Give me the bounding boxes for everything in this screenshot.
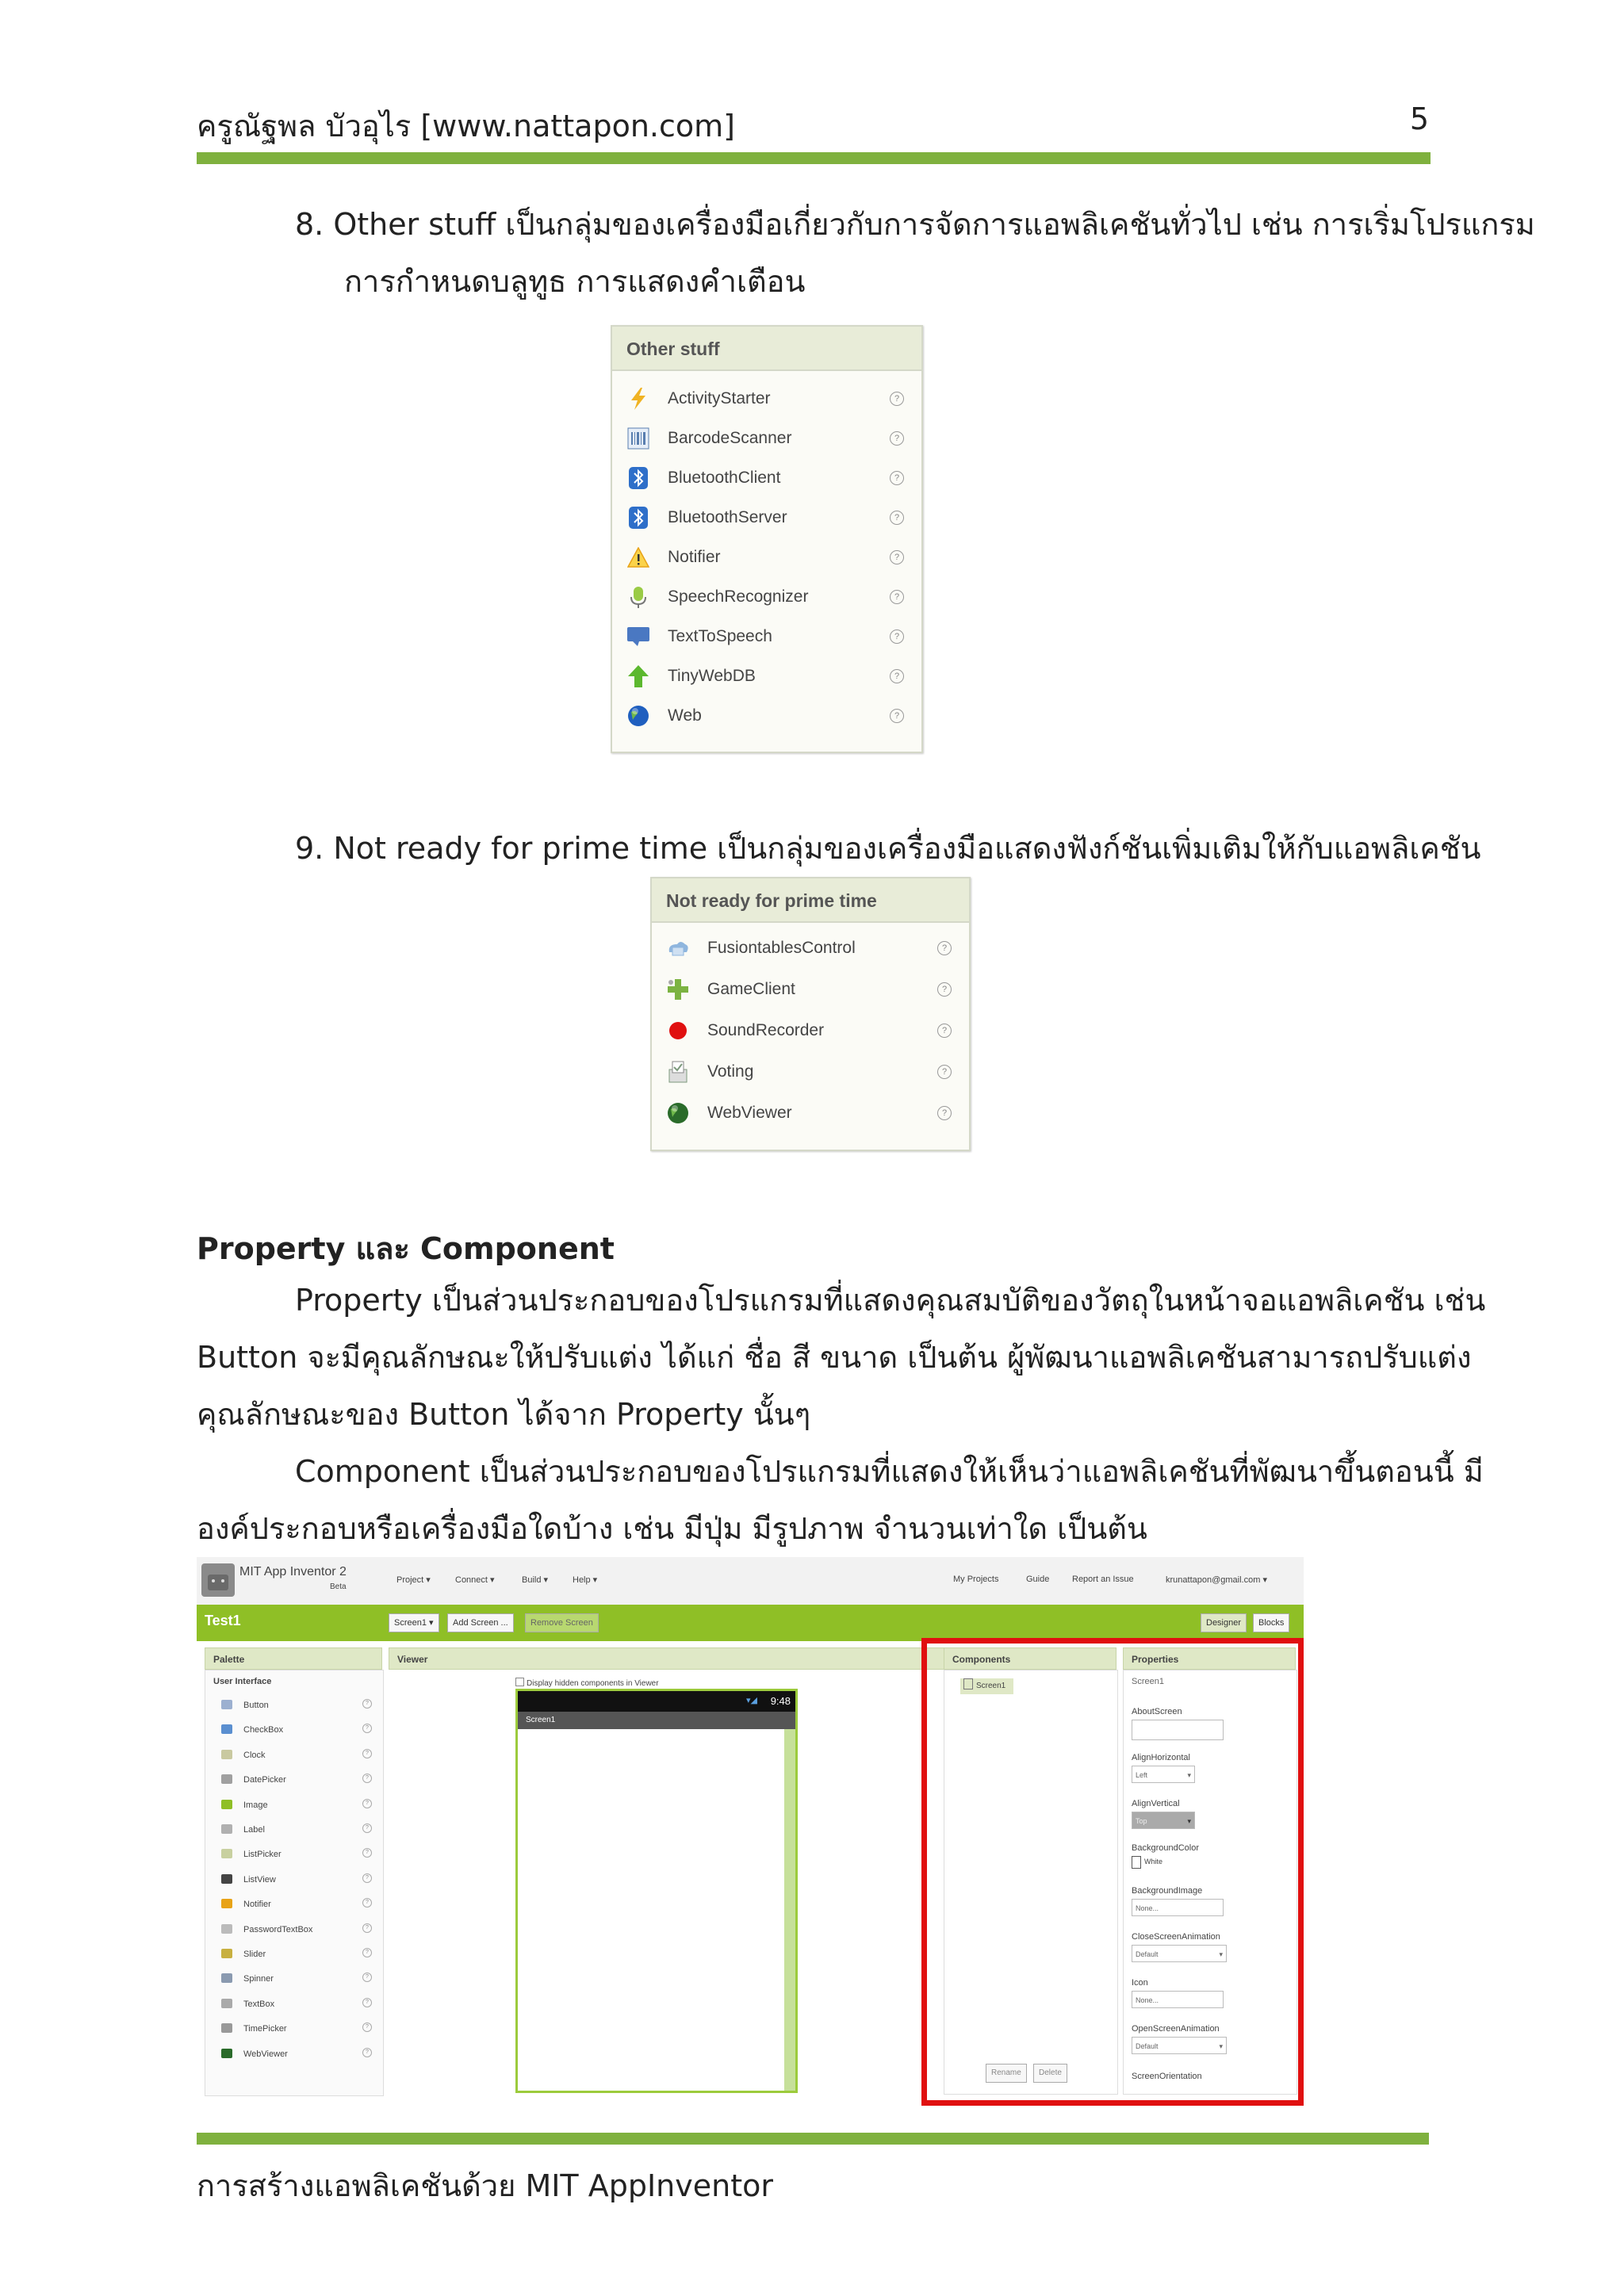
other-stuff-item-label: BarcodeScanner	[668, 429, 792, 447]
palette-item-label: Notifier	[243, 1900, 271, 1910]
palette-item-label: TimePicker	[243, 2024, 287, 2034]
menu-help[interactable]: Help ▾	[573, 1575, 598, 1585]
section-8-line-2: การกำหนดบลูทูธ การแสดงคำเตือน	[344, 264, 806, 299]
palette-item-label: PasswordTextBox	[243, 1924, 313, 1934]
footer-text: การสร้างแอพลิเคชันด้วย MIT AppInventor	[197, 2168, 773, 2203]
component-icon	[221, 2049, 232, 2058]
palette-item[interactable]	[221, 1823, 372, 1836]
other-stuff-item[interactable]	[612, 458, 921, 498]
other-stuff-item[interactable]	[612, 419, 921, 458]
help-icon[interactable]: ?	[362, 2048, 372, 2057]
other-stuff-panel	[611, 325, 923, 753]
other-stuff-item-label: TextToSpeech	[668, 627, 772, 645]
bluetooth-icon	[626, 466, 650, 490]
section-8-line-1: 8. Other stuff เป็นกลุ่มของเครื่องมือเกี่ยวกับการจัดการแอพลิเคชันทั่วไป เช่น การเริ่มโปรแกรม	[295, 207, 1535, 242]
viewer-header: Viewer	[389, 1647, 1109, 1670]
help-icon[interactable]: ?	[362, 1799, 372, 1808]
help-icon[interactable]: ?	[937, 941, 952, 955]
help-icon[interactable]: ?	[362, 1873, 372, 1883]
phone-scrollbar[interactable]	[784, 1729, 795, 2091]
phone-title-bar: Screen1	[518, 1712, 795, 1729]
palette-item[interactable]	[221, 2048, 372, 2061]
property-para-line-1: Property เป็นส่วนประกอบของโปรแกรมที่แสดงคุณสมบัติของวัตถุในหน้าจอแอพลิเคชัน เช่น	[295, 1283, 1486, 1318]
game-pieces-icon	[666, 978, 690, 1001]
not-ready-item[interactable]	[652, 1051, 969, 1093]
prop-icon-input[interactable]: None...	[1132, 1991, 1224, 2008]
other-stuff-item-label: ActivityStarter	[668, 389, 771, 408]
other-stuff-title: Other stuff	[612, 327, 921, 371]
properties-screen-name: Screen1	[1132, 1677, 1164, 1686]
link-guide[interactable]: Guide	[1026, 1575, 1050, 1584]
other-stuff-item[interactable]	[612, 617, 921, 656]
component-icon	[221, 1724, 232, 1734]
help-icon[interactable]: ?	[890, 709, 904, 723]
palette-item[interactable]	[221, 1873, 372, 1886]
palette-item[interactable]	[221, 1848, 372, 1861]
prop-close-anim-value: Default	[1136, 1950, 1159, 1958]
property-para-line-2: Button จะมีคุณลักษณะให้ปรับแต่ง ได้แก่ ชื่อ สี ขนาด เป็นต้น ผู้พัฒนาแอพลิเคชันสามารถปรับแต่ง	[197, 1340, 1472, 1375]
component-para-line-1: Component เป็นส่วนประกอบของโปรแกรมที่แสดงให้เห็นว่าแอพลิเคชันที่พัฒนาขึ้นตอนนี้ มี	[295, 1454, 1484, 1489]
record-dot-icon	[666, 1019, 690, 1043]
footer-rule	[197, 2133, 1429, 2145]
component-icon	[221, 1899, 232, 1908]
dropdown-arrow-icon: ▾	[1219, 1950, 1223, 1958]
components-header: Components	[944, 1647, 1116, 1670]
palette-item[interactable]	[221, 1973, 372, 1985]
not-ready-item-label: WebViewer	[707, 1104, 792, 1122]
android-logo-icon	[201, 1563, 235, 1597]
prop-open-anim-label: OpenScreenAnimation	[1132, 2024, 1220, 2034]
highlight-box	[921, 1638, 1304, 2106]
hidden-components-label: Display hidden components in Viewer	[527, 1679, 659, 1688]
help-icon[interactable]: ?	[890, 392, 904, 406]
other-stuff-item-label: BluetoothServer	[668, 508, 787, 526]
help-icon[interactable]: ?	[937, 1065, 952, 1079]
palette-item[interactable]	[221, 1774, 372, 1786]
component-icon	[221, 1849, 232, 1858]
help-icon[interactable]: ?	[890, 550, 904, 564]
speech-bubble-icon	[626, 625, 650, 649]
palette-panel	[205, 1670, 384, 2096]
header-rule	[197, 152, 1431, 164]
palette-item-label: CheckBox	[243, 1725, 284, 1735]
menu-connect[interactable]: Connect ▾	[455, 1575, 495, 1585]
palette-item-label: DatePicker	[243, 1775, 286, 1785]
warning-icon	[626, 545, 650, 569]
palette-item-label: Image	[243, 1800, 268, 1810]
help-icon[interactable]: ?	[362, 1724, 372, 1733]
help-icon[interactable]: ?	[890, 511, 904, 525]
ai-logo-text: MIT App Inventor 2	[239, 1565, 347, 1578]
menu-build[interactable]: Build ▾	[522, 1575, 549, 1585]
component-icon	[221, 1750, 232, 1759]
other-stuff-item-label: SpeechRecognizer	[668, 587, 809, 606]
project-name: Test1	[205, 1613, 241, 1628]
help-icon[interactable]: ?	[890, 629, 904, 644]
property-para-line-3: คุณลักษณะของ Button ได้จาก Property นั้นๆ	[197, 1397, 811, 1432]
prop-close-anim-label: CloseScreenAnimation	[1132, 1932, 1220, 1942]
add-screen-button[interactable]: Add Screen ...	[447, 1613, 514, 1632]
palette-item[interactable]	[221, 1699, 372, 1712]
prop-bgcolor-label: BackgroundColor	[1132, 1843, 1199, 1853]
dropdown-arrow-icon: ▾	[1187, 1817, 1191, 1825]
barcode-icon	[626, 427, 650, 450]
help-icon[interactable]: ?	[890, 431, 904, 446]
component-icon	[221, 1800, 232, 1809]
palette-item-label: TextBox	[243, 1999, 275, 2009]
help-icon[interactable]: ?	[890, 471, 904, 485]
link-report-issue[interactable]: Report an Issue	[1072, 1575, 1134, 1584]
other-stuff-item[interactable]	[612, 498, 921, 538]
help-icon[interactable]: ?	[362, 1998, 372, 2007]
palette-item-label: WebViewer	[243, 2049, 288, 2059]
screen-select-button[interactable]: Screen1 ▾	[389, 1613, 439, 1632]
not-ready-item-label: SoundRecorder	[707, 1021, 825, 1039]
help-icon[interactable]: ?	[362, 1749, 372, 1758]
ai-topbar	[197, 1557, 1304, 1605]
not-ready-item[interactable]	[652, 1010, 969, 1051]
ai-project-bar	[197, 1605, 1304, 1641]
help-icon[interactable]: ?	[937, 1024, 952, 1038]
not-ready-item[interactable]	[652, 969, 969, 1010]
other-stuff-list	[612, 371, 921, 736]
other-stuff-item[interactable]	[612, 538, 921, 577]
other-stuff-item-label: Web	[668, 706, 702, 725]
component-icon	[221, 1774, 232, 1784]
palette-item-label: Label	[243, 1825, 265, 1835]
checkbox-icon[interactable]	[515, 1678, 524, 1686]
delete-button[interactable]: Delete	[1033, 2064, 1067, 2083]
not-ready-list	[652, 923, 969, 1134]
component-icon	[221, 1700, 232, 1709]
help-icon[interactable]: ?	[362, 1898, 372, 1908]
palette-item-label: Spinner	[243, 1974, 274, 1984]
other-stuff-item[interactable]	[612, 656, 921, 696]
blocks-button[interactable]: Blocks	[1253, 1613, 1289, 1632]
prop-about-label: AboutScreen	[1132, 1707, 1182, 1716]
help-icon[interactable]: ?	[890, 669, 904, 683]
section-9-line-1: 9. Not ready for prime time เป็นกลุ่มของเครื่องมือแสดงฟังก์ชันเพิ่มเติมให้กับแอพลิเคชัน	[295, 831, 1481, 866]
globe-icon	[666, 1101, 690, 1125]
help-icon[interactable]: ?	[362, 1699, 372, 1709]
prop-bgcolor-value: White	[1144, 1858, 1163, 1866]
help-icon[interactable]: ?	[362, 1973, 372, 1982]
prop-align-h-value: Left	[1136, 1771, 1148, 1779]
help-icon[interactable]: ?	[937, 982, 952, 997]
help-icon[interactable]: ?	[362, 1774, 372, 1783]
not-ready-item-label: GameClient	[707, 980, 795, 998]
fusion-tables-icon	[666, 936, 690, 960]
not-ready-title: Not ready for prime time	[652, 878, 969, 923]
not-ready-item[interactable]	[652, 928, 969, 969]
help-icon[interactable]: ?	[890, 590, 904, 604]
palette-item[interactable]	[221, 1749, 372, 1762]
palette-header: Palette	[205, 1647, 382, 1670]
other-stuff-item-label: Notifier	[668, 548, 721, 566]
palette-item-label: Slider	[243, 1950, 266, 1959]
rename-button[interactable]: Rename	[986, 2064, 1027, 2083]
component-icon	[221, 2023, 232, 2033]
dropdown-arrow-icon: ▾	[1219, 2042, 1223, 2050]
prop-orientation-label: ScreenOrientation	[1132, 2072, 1202, 2081]
arrow-up-icon	[626, 664, 650, 688]
component-icon	[221, 1973, 232, 1983]
palette-item[interactable]	[221, 2022, 372, 2035]
help-icon[interactable]: ?	[362, 1823, 372, 1833]
palette-item-label: Button	[243, 1701, 269, 1710]
component-tree-label: Screen1	[976, 1682, 1006, 1690]
lightning-icon	[626, 387, 650, 411]
component-icon	[221, 1999, 232, 2008]
prop-align-v-value: Top	[1136, 1817, 1147, 1825]
properties-header: Properties	[1123, 1647, 1296, 1670]
prop-bgimage-label: BackgroundImage	[1132, 1886, 1203, 1896]
hidden-components-checkbox[interactable]	[515, 1678, 659, 1688]
palette-group-label[interactable]: User Interface	[213, 1677, 272, 1686]
not-ready-item-label: Voting	[707, 1062, 754, 1081]
other-stuff-item[interactable]	[612, 577, 921, 617]
menu-project[interactable]: Project ▾	[396, 1575, 431, 1585]
not-ready-panel	[650, 877, 971, 1151]
section-heading: Property และ Component	[197, 1231, 615, 1266]
palette-item[interactable]	[221, 1724, 372, 1736]
other-stuff-item-label: TinyWebDB	[668, 667, 756, 685]
ballot-icon	[666, 1060, 690, 1084]
other-stuff-item[interactable]	[612, 696, 921, 736]
palette-item[interactable]	[221, 1799, 372, 1812]
page-header-title: ครูณัฐพล บัวอุไร [www.nattapon.com]	[197, 109, 735, 144]
palette-item-label: ListView	[243, 1874, 276, 1885]
not-ready-item[interactable]	[652, 1093, 969, 1134]
prop-align-v-label: AlignVertical	[1132, 1799, 1180, 1808]
help-icon[interactable]: ?	[362, 2022, 372, 2032]
component-icon	[221, 1924, 232, 1934]
palette-item-label: Clock	[243, 1750, 266, 1760]
link-account[interactable]: krunattapon@gmail.com ▾	[1166, 1575, 1267, 1585]
palette-item-label: ListPicker	[243, 1850, 282, 1860]
palette-item[interactable]	[221, 1998, 372, 2011]
component-icon	[221, 1949, 232, 1958]
globe-icon	[626, 704, 650, 728]
phone-time: 9:48	[770, 1695, 791, 1707]
palette-item[interactable]	[221, 1948, 372, 1961]
not-ready-item-label: FusiontablesControl	[707, 939, 856, 957]
page-number: 5	[1409, 101, 1429, 136]
prop-icon-label: Icon	[1132, 1978, 1148, 1988]
palette-item[interactable]	[221, 1923, 372, 1936]
other-stuff-item[interactable]	[612, 379, 921, 419]
dropdown-arrow-icon: ▾	[1187, 1771, 1191, 1779]
component-icon	[221, 1874, 232, 1884]
other-stuff-item-label: BluetoothClient	[668, 469, 781, 487]
help-icon[interactable]: ?	[362, 1848, 372, 1858]
link-my-projects[interactable]: My Projects	[953, 1575, 999, 1584]
prop-open-anim-value: Default	[1136, 2042, 1159, 2050]
help-icon[interactable]: ?	[362, 1923, 372, 1933]
help-icon[interactable]: ?	[362, 1948, 372, 1957]
palette-item[interactable]	[221, 1898, 372, 1911]
phone-status-bar	[518, 1691, 795, 1712]
help-icon[interactable]: ?	[937, 1106, 952, 1120]
remove-screen-button[interactable]: Remove Screen	[525, 1613, 599, 1632]
wifi-signal-icon: ▾◢	[746, 1696, 757, 1705]
phone-preview	[515, 1689, 798, 2093]
designer-button[interactable]: Designer	[1201, 1613, 1247, 1632]
prop-align-h-label: AlignHorizontal	[1132, 1753, 1190, 1762]
bluetooth-icon	[626, 506, 650, 530]
prop-bgimage-input[interactable]: None...	[1132, 1899, 1224, 1916]
ai-beta-label: Beta	[330, 1582, 347, 1591]
component-para-line-2: องค์ประกอบหรือเครื่องมือใดบ้าง เช่น มีปุ่ม มีรูปภาพ จำนวนเท่าใด เป็นต้น	[197, 1511, 1147, 1546]
microphone-icon	[626, 585, 650, 609]
component-icon	[221, 1824, 232, 1834]
